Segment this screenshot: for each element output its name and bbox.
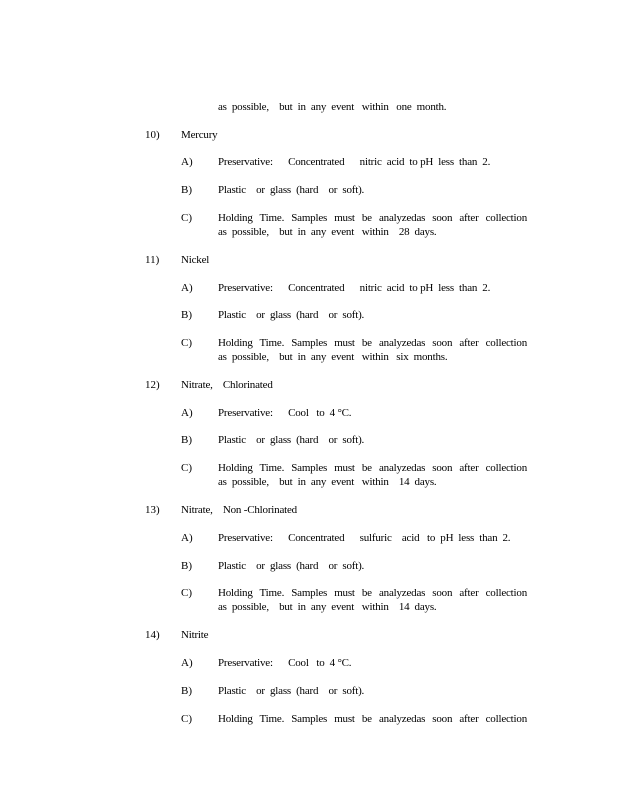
item-text: Plastic or glass (hard or soft). [218, 434, 365, 446]
item-text-continued: as possible, but in any event within 14 days. [218, 476, 437, 488]
section-number: 12) [145, 379, 160, 391]
item-letter: B) [181, 434, 192, 446]
section-title: Nickel [181, 254, 210, 266]
item-letter: C) [181, 212, 192, 224]
item-text-continued: as possible, but in any event within 14 days. [218, 601, 437, 613]
section-number: 13) [145, 504, 160, 516]
item-text: Holding Time. Samples must be analyzedas soon after collection [218, 587, 527, 599]
item-letter: A) [181, 156, 193, 168]
item-text: Plastic or glass (hard or soft). [218, 560, 365, 572]
item-text: Plastic or glass (hard or soft). [218, 184, 365, 196]
section-number: 14) [145, 629, 160, 641]
item-text: Preservative: Concentrated sulfuric acid to pH less than 2. [218, 532, 511, 544]
item-letter: A) [181, 657, 193, 669]
item-text: Preservative: Concentrated nitric acid to pH less than 2. [218, 156, 491, 168]
section-title: Nitrate, Chlorinated [181, 379, 273, 391]
item-letter: B) [181, 184, 192, 196]
item-text: Preservative: Cool to 4 °C. [218, 407, 352, 419]
item-text: Preservative: Concentrated nitric acid to pH less than 2. [218, 282, 491, 294]
item-text-continued: as possible, but in any event within 28 days. [218, 226, 437, 238]
section-number: 11) [145, 254, 160, 266]
item-text-continued: as possible, but in any event within six months. [218, 351, 448, 363]
continuation-text: as possible, but in any event within one month. [218, 101, 447, 113]
item-letter: A) [181, 282, 193, 294]
section-number: 10) [145, 129, 160, 141]
item-letter: A) [181, 532, 193, 544]
item-letter: A) [181, 407, 193, 419]
item-text: Holding Time. Samples must be analyzedas soon after collection [218, 212, 527, 224]
item-letter: B) [181, 309, 192, 321]
item-letter: B) [181, 560, 192, 572]
item-letter: C) [181, 337, 192, 349]
item-letter: B) [181, 685, 192, 697]
item-letter: C) [181, 462, 192, 474]
item-text: Plastic or glass (hard or soft). [218, 685, 365, 697]
item-text: Holding Time. Samples must be analyzedas soon after collection [218, 337, 527, 349]
item-text: Preservative: Cool to 4 °C. [218, 657, 352, 669]
section-title: Mercury [181, 129, 218, 141]
item-letter: C) [181, 587, 192, 599]
item-letter: C) [181, 713, 192, 725]
section-title: Nitrite [181, 629, 209, 641]
section-title: Nitrate, Non -Chlorinated [181, 504, 297, 516]
item-text: Plastic or glass (hard or soft). [218, 309, 365, 321]
item-text: Holding Time. Samples must be analyzedas soon after collection [218, 713, 527, 725]
item-text: Holding Time. Samples must be analyzedas soon after collection [218, 462, 527, 474]
